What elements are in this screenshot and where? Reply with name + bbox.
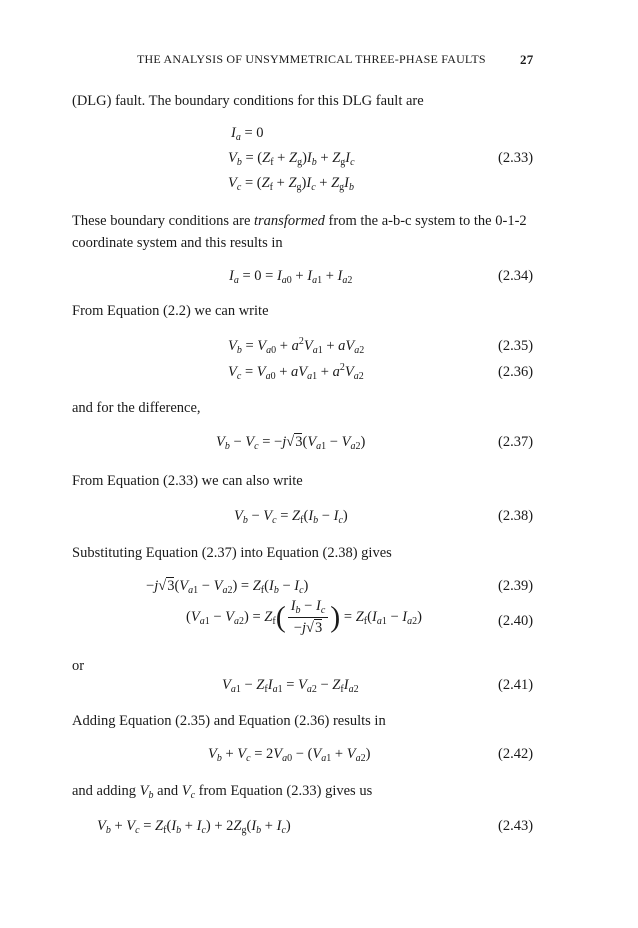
equation-number: (2.43): [498, 818, 534, 834]
equation-vb-boundary: $V_b = (Z_f + Z_g)I_b + Z_gI_c$: [228, 150, 355, 168]
equation-vc-boundary: $V_c = (Z_f + Z_g)I_c + Z_gI_b$: [228, 175, 355, 193]
equation-vb-minus-vc-zf: $V_b - V_c = Z_f(I_b - I_c)$: [234, 508, 348, 526]
paragraph-difference: and for the difference,: [72, 400, 201, 416]
equation-number: (2.39): [498, 578, 534, 594]
paragraph-from-2-33: From Equation (2.33) we can also write: [72, 473, 303, 489]
equation-number: (2.40): [498, 613, 534, 629]
equation-substitution: $-j√3(V_{a1} - V_{a2}) = Z_f(I_b - I_c)$: [146, 578, 309, 596]
equation-number: (2.41): [498, 677, 534, 693]
paragraph-transformed: These boundary conditions are transformed from the a-b-c system to the 0-1-2 coordinate system and this results in: [72, 213, 527, 251]
equation-fraction: $(V_{a1} - V_{a2}) = Z_f$( $\frac{I_b - I_c}{-j√3}$ ) = $Z_f(I_{a1} - I_{a2})$: [186, 598, 422, 636]
equation-number: (2.38): [498, 508, 534, 524]
equation-number: (2.35): [498, 338, 534, 354]
paragraph-or: or: [72, 658, 85, 674]
page-number: 27: [520, 52, 534, 67]
paragraph-adding: Adding Equation (2.35) and Equation (2.36) results in: [72, 713, 386, 729]
equation-ia-zero: $I_a = 0$: [231, 125, 264, 143]
running-header: THE ANALYSIS OF UNSYMMETRICAL THREE-PHASE FAULTS: [137, 52, 486, 66]
equation-number: (2.42): [498, 746, 534, 762]
emphasis-transformed: transformed: [254, 213, 325, 229]
equation-vb-minus-vc: $V_b - V_c = -j√3(V_{a1} - V_{a2})$: [216, 434, 366, 452]
paragraph-from-2-2: From Equation (2.2) we can write: [72, 303, 269, 319]
equation-vb-plus-vc-impedance: $V_b + V_c = Z_f(I_b + I_c) + 2Z_g(I_b + I_c)$: [97, 818, 291, 836]
paragraph-substituting: Substituting Equation (2.37) into Equation (2.38) gives: [72, 545, 392, 561]
equation-vc-sequence: $V_c = V_{a0} + aV_{a1} + a^2V_{a2}$: [228, 362, 364, 382]
paragraph-dlg-intro: (DLG) fault. The boundary conditions for this DLG fault are: [72, 93, 424, 109]
equation-number: (2.36): [498, 364, 534, 380]
equation-number: (2.34): [498, 268, 534, 284]
equation-number: (2.37): [498, 434, 534, 450]
equation-vb-sequence: $V_b = V_{a0} + a^2V_{a1} + aV_{a2}$: [228, 336, 365, 356]
equation-ia-sequence: $I_a = 0 = I_{a0} + I_{a1} + I_{a2}$: [229, 268, 353, 286]
equation-number: (2.33): [498, 150, 534, 166]
equation-va1-va2: $V_{a1} - Z_fI_{a1} = V_{a2} - Z_fI_{a2}$: [222, 677, 359, 695]
paragraph-adding-vb-vc: and adding $V_b$ and $V_c$ from Equation (2.33) gives us: [72, 783, 373, 801]
equation-vb-plus-vc: $V_b + V_c = 2V_{a0} - (V_{a1} + V_{a2})$: [208, 746, 371, 764]
